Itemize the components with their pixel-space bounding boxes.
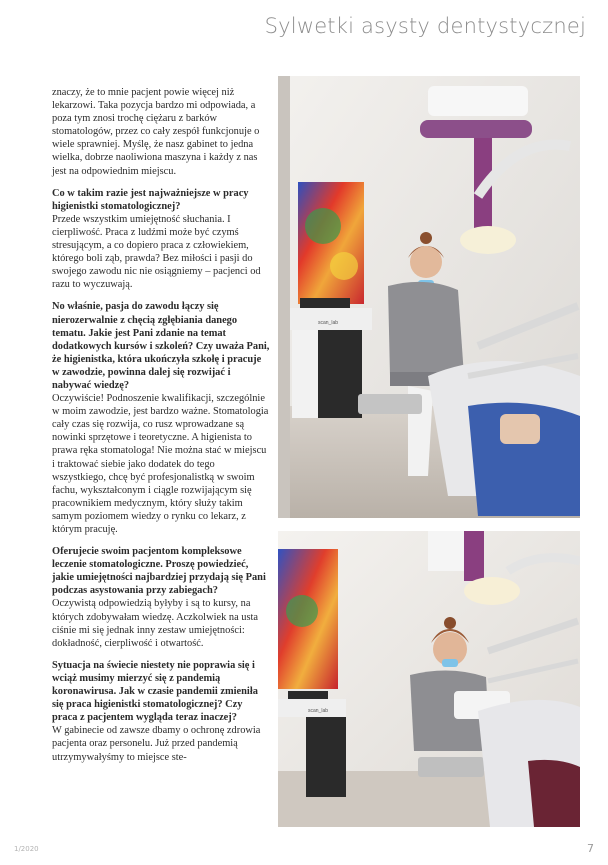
interview-question: Co w takim razie jest najważniejsze w pracy higienistki stomatologicznej? xyxy=(52,187,249,212)
article-column xyxy=(52,86,270,773)
interview-answer: Oczywiście! Podnoszenie kwalifikacji, szczególnie w moim zawodzie, jest bardzo ważne. Stomatologia cały czas się rozwija, co rusz wprowadzane są nowinki sprzętowe i teoretyczne. A higienista to prawa ręka stomatologa! Nie można stać w miejscu i traktować siebie jako dodatek do tego wszystkiego, chcę być profesjonalistką w swoim fachu, wykształconym i ciągle rozwijającym się pracownikiem medycznym, który służy takim samym poziomem wiedzy o rynku co lekarz, z którym pracuję. xyxy=(52,393,269,535)
unit-label: scan_lab xyxy=(308,708,329,714)
running-header: Sylwetki asysty dentystycznej xyxy=(264,14,586,38)
interview-answer: W gabinecie od zawsze dbamy o ochronę zdrowia pacjenta oraz personelu. Już przed pandemią utrzymywałyśmy to miejsce ste- xyxy=(52,725,261,763)
question-block xyxy=(52,545,270,650)
question-block xyxy=(52,659,270,764)
interview-answer: Przede wszystkim umiejętność słuchania. I cierpliwość. Praca z ludźmi może być czymś stresującym, a co dopiero praca z człowiekiem, którego boli ząb, prawda? Bez miłości i pasji do swojego zawodu nic nie osiągniemy – pacjenci od razu to wyczuwają. xyxy=(52,213,261,291)
issue-number: 1/2020 xyxy=(14,845,39,853)
interview-question: Sytuacja na świecie niestety nie poprawia się i wciąż musimy mierzyć się z pandemią koronawirusa. Jak w czasie pandemii zmieniła się praca higienistki stomatologicznej? Czy praca z pacjentem wygląda teraz inaczej? xyxy=(52,659,258,724)
question-block xyxy=(52,300,270,536)
interview-answer: Oczywistą odpowiedzią byłyby i są to kursy, na których zdobywałam wiedzę. Aczkolwiek na usta ciśnie mi się jednak inny zestaw umiejętności: dokładność, cierpliwość i otwartość. xyxy=(52,598,259,649)
question-block xyxy=(52,187,270,292)
page-number: 7 xyxy=(587,842,594,855)
photo-hygienist-at-dental-unit xyxy=(278,76,580,518)
photo-illustration xyxy=(278,531,580,827)
interview-question: Oferujecie swoim pacjentom kompleksowe leczenie stomatologiczne. Proszę powiedzieć, jakie umiejętności najbardziej przydają się Pani podczas asystowania przy zabiegach? xyxy=(52,546,266,597)
photo-hygienist-preparing-instruments xyxy=(278,531,580,827)
unit-label: scan_lab xyxy=(318,320,339,326)
photo-illustration xyxy=(278,76,580,518)
interview-question: No właśnie, pasja do zawodu łączy się nierozerwalnie z chęcią zgłębiania danego tematu. Jakie jest Pani zdanie na temat dodatkowych kursów i szkoleń? Czy uważa Pani, że higienistka, która ukończyła szkołę i pracuje w zawodzie, powinna dalej się rozwijać i nabywać wiedzę? xyxy=(52,301,270,391)
paragraph: znaczy, że to mnie pacjent powie więcej niż lekarzowi. Taka pozycja bardzo mi odpowiada, a poza tym znosi trochę ciężaru z barków stomatologów, przez co cały zespół funkcjonuje o wiele sprawniej. Myślę, że nasz gabinet to jedna wielka, dobrze naoliwiona maszyna i każdy z nas jest na odpowiednim miejscu. xyxy=(52,87,260,177)
